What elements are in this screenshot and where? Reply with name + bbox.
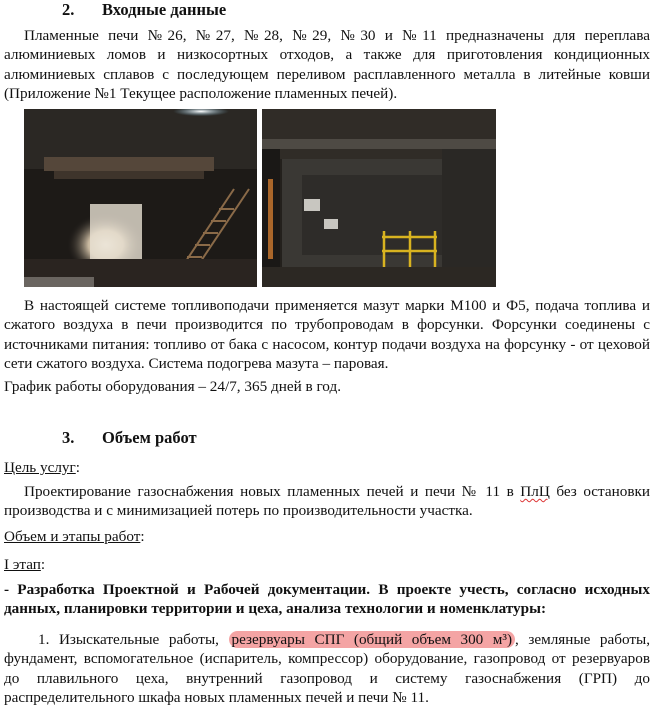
stage-label: I этап: [4, 556, 41, 573]
section-number: 2.: [62, 0, 75, 19]
schedule-line: График работы оборудования – 24/7, 365 дней в год.: [4, 378, 341, 395]
furnace-photo-2: [262, 109, 496, 287]
stage-title: - Разработка Проектной и Рабочей документации. В проекте учесть, согласно исходных данных, планировки территории и цеха, анализа технологии и номенклатуры:: [4, 581, 650, 618]
list-item-number: 1.: [38, 631, 50, 648]
goal-text-before: Проектирование газоснабжения новых пламенных печей и печи № 11 в: [24, 483, 521, 500]
goal-label: Цель услуг: [4, 459, 76, 476]
list-item-text-before: Изыскательные работы,: [58, 631, 229, 648]
goal-label-suffix: :: [75, 459, 80, 476]
intro-paragraph: Пламенные печи №26, №27, №28, №29, №30 и №11 предназначены для переплава алюминиевых ломов и низкосортных отходов, а также для приготовления кондиционных алюминиевых сплавов с последующем переливом расплавленного металла в литейные ковши (Приложение №1 Текущее расположение пламенных печей).: [4, 27, 650, 102]
highlight-annotation: резервуары СПГ (общий объем 300 м³): [229, 631, 516, 648]
goal-paragraph: [4, 482, 650, 521]
goal-label-line: [4, 458, 80, 477]
section-2-heading: [62, 0, 226, 20]
stage-label-suffix: :: [40, 556, 46, 573]
fuel-system-paragraph: В настоящей системе топливоподачи применяется мазут марки М100 и Ф5, подача топлива и сжатого воздуха в печи производится по трубопроводам в форсунки. Форсунки соединены с источниками питания: топливо от бака с насосом, контур подачи воздуха на форсунку - от цеховой сети сжатого воздуха. Система подогрева мазута – паровая.: [4, 297, 650, 372]
section-3-heading: [62, 428, 197, 448]
goal-text-after: без остановки производства и с минимизацией потерь по производительности участка.: [4, 483, 650, 520]
furnace-photo-1: [24, 109, 257, 287]
section-title: Объем работ: [102, 428, 197, 447]
scope-label-suffix: :: [140, 528, 145, 545]
list-item-text-after: , земляные работы, фундамент, вспомогательное (испаритель, компрессор) оборудование, газопровод от резервуаров до плавильного цеха, внутренний газопровод и систему газоснабжения (ГРП) до распределительного шкафа новых пламенных печей и печи № 11.: [4, 631, 651, 706]
section-title: Входные данные: [102, 0, 227, 19]
list-item-1: [4, 630, 650, 707]
section-number: 3.: [62, 428, 75, 447]
spellcheck-mark: ПлЦ: [520, 483, 550, 500]
scope-label: Объем и этапы работ: [4, 528, 141, 545]
scope-label-line: [4, 527, 145, 546]
stage-label-line: [4, 555, 45, 574]
